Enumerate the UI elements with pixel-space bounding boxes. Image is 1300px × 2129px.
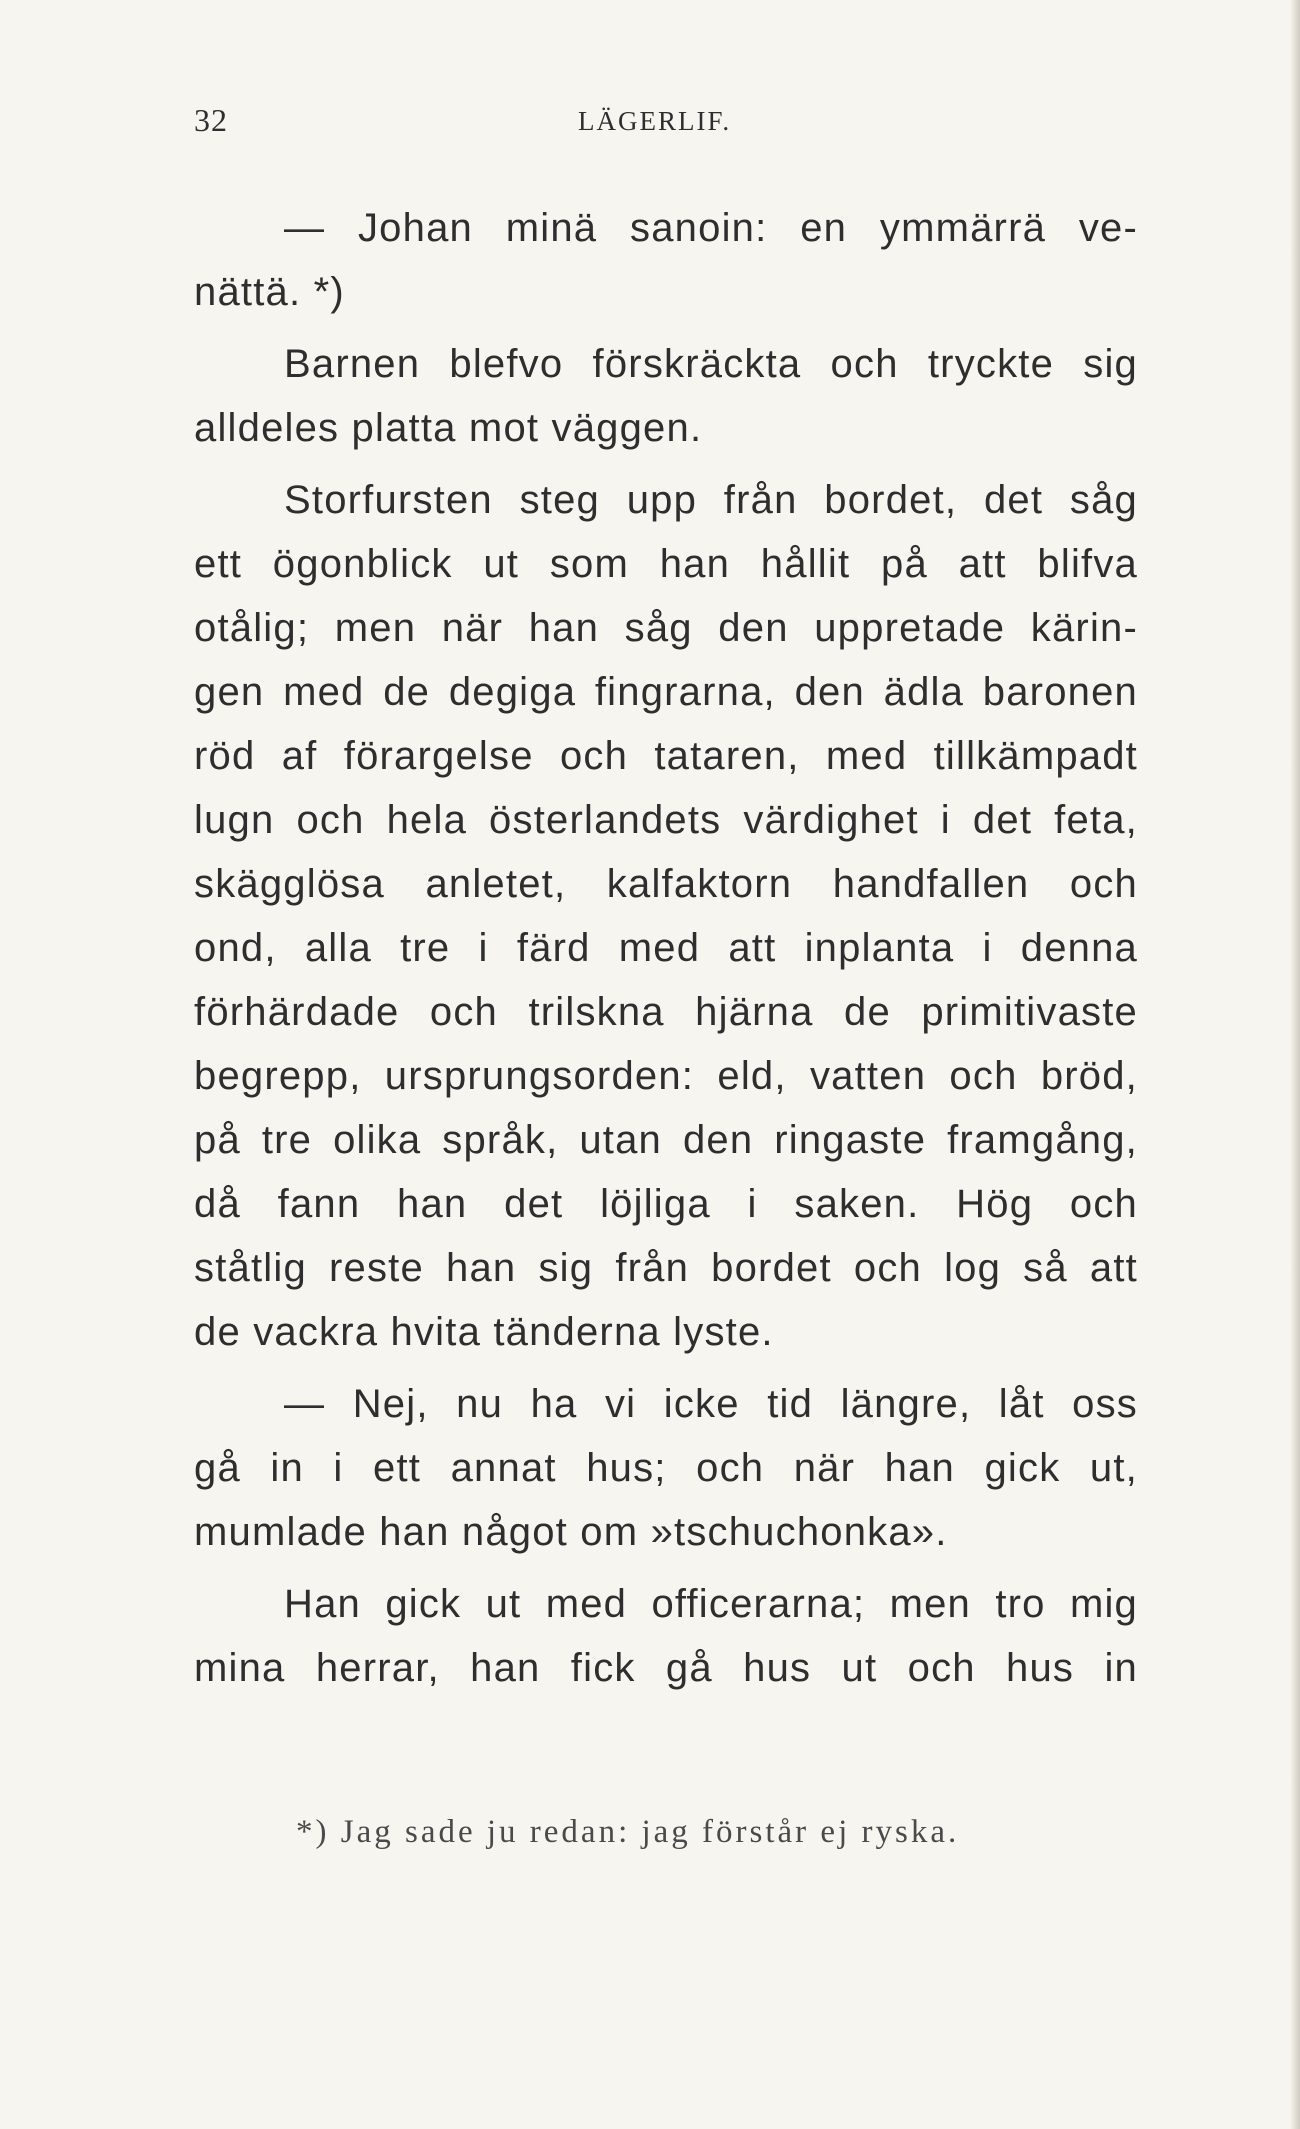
text-line: mina herrar, han fick gå hus ut och hus in <box>194 1646 1138 1690</box>
text-line: ond, alla tre i färd med att inplanta i denna <box>194 926 1138 970</box>
text-line: ett ögonblick ut som han hållit på att blifva <box>194 542 1138 586</box>
page-edge-shadow <box>1290 0 1300 2129</box>
text-line: Han gick ut med officerarna; men tro mig <box>284 1582 1138 1626</box>
text-line: gå in i ett annat hus; och när han gick ut, <box>194 1446 1138 1490</box>
text-line: alldeles platta mot väggen. <box>194 406 703 450</box>
running-title: LÄGERLIF. <box>578 106 732 136</box>
text-line: på tre olika språk, utan den ringaste framgång, <box>194 1118 1138 1162</box>
text-line: nättä. *) <box>194 270 345 314</box>
text-line: ståtlig reste han sig från bordet och log så att <box>194 1246 1138 1290</box>
text-line: begrepp, ursprungsorden: eld, vatten och bröd, <box>194 1054 1138 1098</box>
text-line: — Johan minä sanoin: en ymmärrä ve- <box>284 206 1138 250</box>
text-line: mumlade han något om »tschuchonka». <box>194 1510 948 1554</box>
text-line: röd af förargelse och tataren, med tillkämpadt <box>194 734 1138 778</box>
text-line: de vackra hvita tänderna lyste. <box>194 1310 774 1354</box>
footnote: *) Jag sade ju redan: jag förstår ej ryska. <box>296 1814 960 1850</box>
page-header <box>194 102 1138 142</box>
text-line: då fann han det löjliga i saken. Hög och <box>194 1182 1138 1226</box>
text-line: skägglösa anletet, kalfaktorn handfallen och <box>194 862 1138 906</box>
page-number: 32 <box>194 102 228 138</box>
text-line: — Nej, nu ha vi icke tid längre, låt oss <box>284 1382 1138 1426</box>
text-line: förhärdade och trilskna hjärna de primitivaste <box>194 990 1138 1034</box>
text-line: lugn och hela österlandets värdighet i det feta, <box>194 798 1138 842</box>
text-line: otålig; men när han såg den uppretade kärin- <box>194 606 1138 650</box>
text-line: gen med de degiga fingrarna, den ädla baronen <box>194 670 1138 714</box>
text-line: Storfursten steg upp från bordet, det såg <box>284 478 1138 522</box>
body-text <box>194 196 1138 1700</box>
text-line: Barnen blefvo förskräckta och tryckte sig <box>284 342 1138 386</box>
